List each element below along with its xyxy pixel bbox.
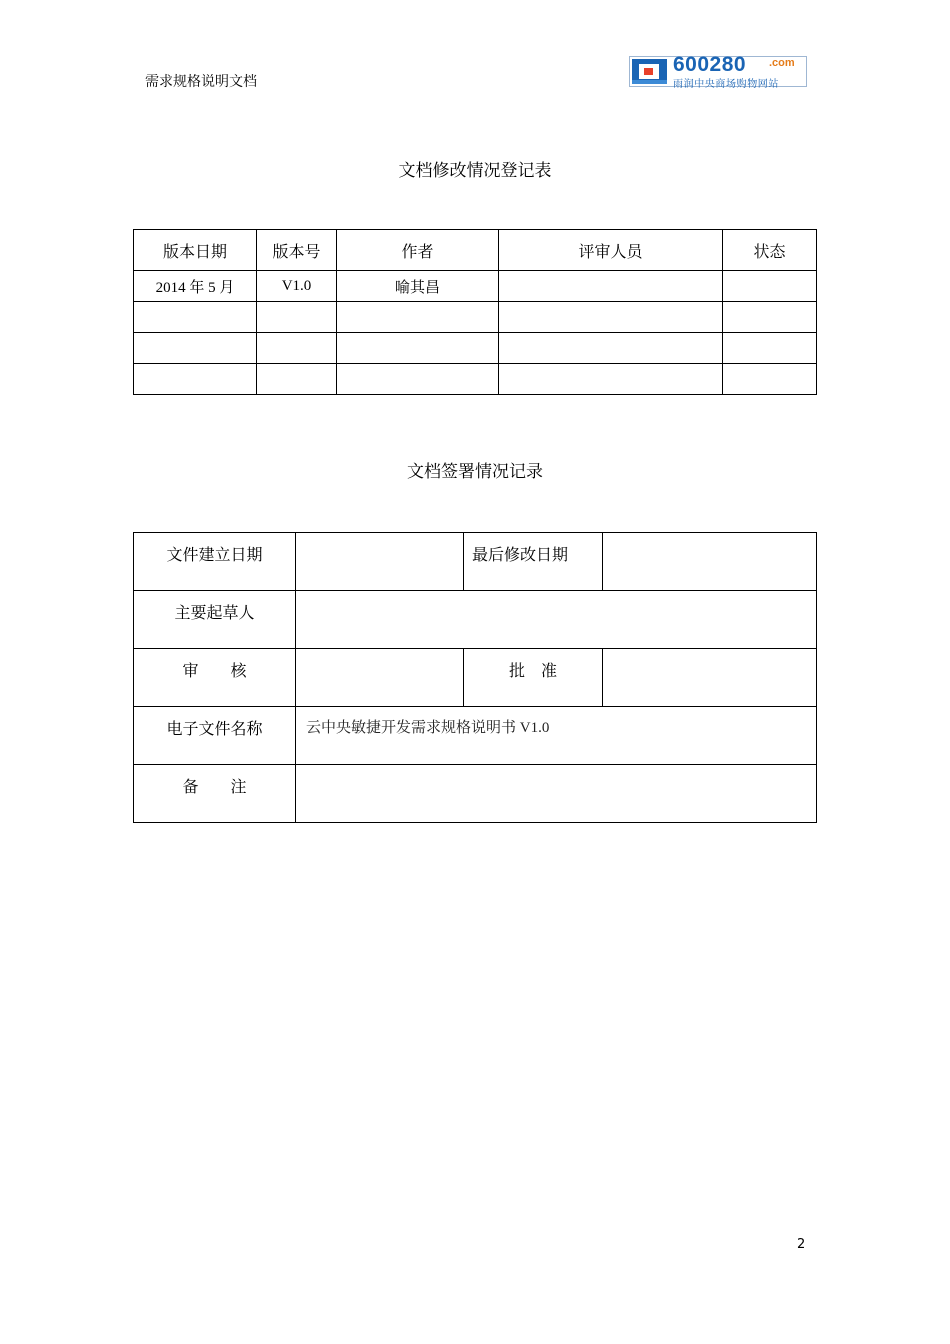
drafter-value <box>296 591 817 649</box>
page-number: 2 <box>797 1237 806 1252</box>
table-row <box>134 707 817 765</box>
table-cell <box>723 302 817 333</box>
table-cell <box>499 302 723 333</box>
table-cell <box>257 333 337 364</box>
table-row <box>134 364 817 395</box>
approve-value <box>603 649 817 707</box>
table-cell <box>723 271 817 302</box>
approve-label: 批 准 <box>464 649 603 707</box>
signoff-table <box>133 532 817 823</box>
table-cell <box>499 333 723 364</box>
remarks-label: 备 注 <box>134 765 296 823</box>
table-cell <box>134 333 257 364</box>
file-name-value: 云中央敏捷开发需求规格说明书 V1.0 <box>296 707 817 765</box>
table-cell <box>499 271 723 302</box>
site-logo <box>629 53 807 90</box>
table-cell <box>723 333 817 364</box>
table-header-row <box>134 230 817 271</box>
table-cell: 2014 年 5 月 <box>134 271 257 302</box>
column-header: 版本号 <box>257 230 337 271</box>
table-row <box>134 533 817 591</box>
table-cell: 喻其昌 <box>337 271 499 302</box>
modified-date-label: 最后修改日期 <box>464 533 603 591</box>
logo-subtitle: 雨润中央商场购物网站 <box>673 79 779 90</box>
table-row <box>134 649 817 707</box>
table-cell <box>337 302 499 333</box>
table-cell <box>134 302 257 333</box>
table-row <box>134 302 817 333</box>
table-row <box>134 591 817 649</box>
table-cell <box>337 333 499 364</box>
table-cell: V1.0 <box>257 271 337 302</box>
table-row <box>134 765 817 823</box>
created-date-value <box>296 533 464 591</box>
modified-date-value <box>603 533 817 591</box>
column-header: 版本日期 <box>134 230 257 271</box>
column-header: 状态 <box>723 230 817 271</box>
column-header: 作者 <box>337 230 499 271</box>
column-header: 评审人员 <box>499 230 723 271</box>
table-row <box>134 271 817 302</box>
table-cell <box>723 364 817 395</box>
signoff-table-title: 文档签署情况记录 <box>407 462 543 482</box>
header-doc-title: 需求规格说明文档 <box>145 74 257 90</box>
revision-table-title: 文档修改情况登记表 <box>398 161 552 181</box>
table-cell <box>257 364 337 395</box>
table-cell <box>337 364 499 395</box>
review-value <box>296 649 464 707</box>
created-date-label: 文件建立日期 <box>134 533 296 591</box>
table-cell <box>257 302 337 333</box>
table-row <box>134 333 817 364</box>
revision-table <box>133 229 817 395</box>
file-name-label: 电子文件名称 <box>134 707 296 765</box>
logo-suffix: .com <box>769 57 795 69</box>
review-label: 审 核 <box>134 649 296 707</box>
logo-number: 600280 <box>673 53 747 76</box>
remarks-value <box>296 765 817 823</box>
table-cell <box>499 364 723 395</box>
table-cell <box>134 364 257 395</box>
drafter-label: 主要起草人 <box>134 591 296 649</box>
